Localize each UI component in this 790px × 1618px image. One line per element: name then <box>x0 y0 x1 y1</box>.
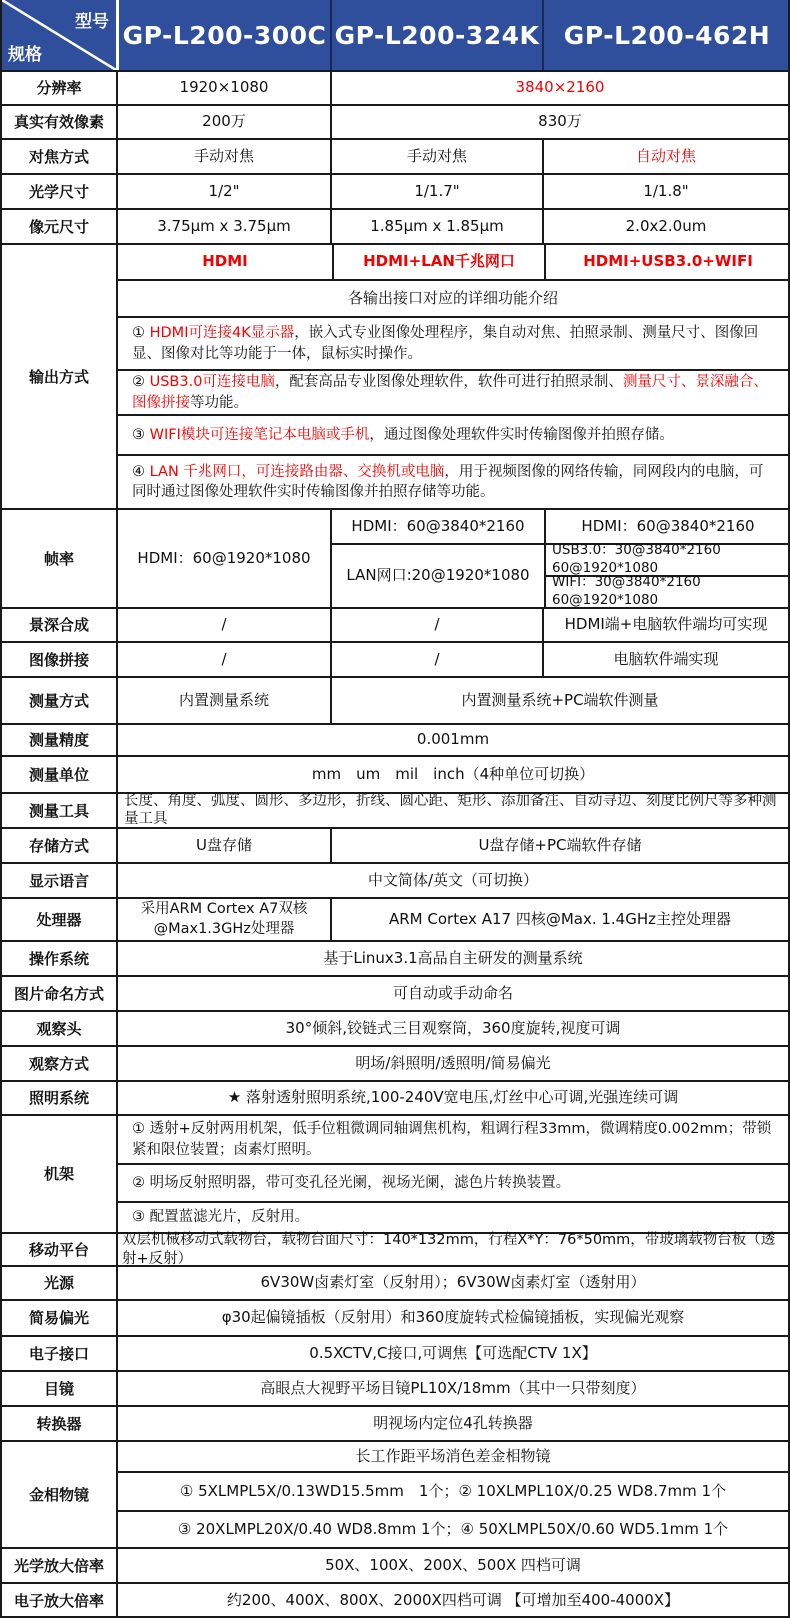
cell-interface-1: HDMI <box>202 252 248 271</box>
item-rest: ，用于视频图像的网络传输，同网段内的电脑，可同时通过图像处理软件实时传输图像并拍照存储等功能。 <box>132 463 764 500</box>
cell-value: 0.001mm <box>116 725 788 755</box>
item-highlight: USB3.0可连接电脑 <box>149 374 275 391</box>
row-effective-pixels <box>2 104 788 138</box>
row-processor <box>2 897 788 940</box>
output-item-3 <box>118 414 788 454</box>
framerate-top-row <box>332 510 788 543</box>
framerate-right-stack <box>544 542 790 608</box>
cell-value: 3.75μm x 3.75μm <box>116 210 330 243</box>
cell-value: φ30起偏镜插板（反射用）和360度旋转式检偏镜插板，实现偏光观察 <box>116 1301 788 1335</box>
cell-value: HDMI端+电脑软件端均可实现 <box>542 609 788 641</box>
row-simple-polarizer <box>2 1299 788 1335</box>
cell-value: 高眼点大视野平场目镜PL10X/18mm（其中一只带刻度） <box>116 1372 788 1405</box>
cell-value: 基于Linux3.1高品自主研发的测量系统 <box>116 942 788 975</box>
output-item-text <box>124 423 782 447</box>
output-item-text <box>124 460 782 505</box>
item-rest: 等功能。 <box>190 394 248 411</box>
stand-item-text: ② 明场反射照明器，带可变孔径光阑，视场光阑，滤色片转换装置。 <box>132 1174 571 1191</box>
cell-value: mm um mil inch（4种单位可切换） <box>116 757 788 792</box>
cell-value: 6V30W卤素灯室（反射用）；6V30W卤素灯室（透射用） <box>116 1267 788 1299</box>
row-label: 分辨率 <box>36 79 82 97</box>
row-nosepiece <box>2 1405 788 1440</box>
row-label: 光源 <box>43 1274 74 1292</box>
cell-value: 200万 <box>116 106 330 138</box>
objectives-line-2 <box>118 1510 788 1547</box>
cell-value: 0.5XCTV,C接口,可调焦【可选配CTV 1X】 <box>116 1337 788 1370</box>
cell-framerate-hdmi-300c: HDMI：60@1920*1080 <box>116 510 330 607</box>
row-label: 测量工具 <box>28 801 89 820</box>
row-label: 操作系统 <box>28 949 89 968</box>
row-measure-tools <box>2 792 788 827</box>
row-label: 图像拼接 <box>28 650 89 669</box>
row-label: 光学放大倍率 <box>13 1556 104 1575</box>
cell-value: 中文简体/英文（可切换） <box>116 864 788 897</box>
row-observation-head <box>2 1010 788 1045</box>
cell-value: 电脑软件端实现 <box>542 643 788 676</box>
row-label: 照明系统 <box>28 1089 89 1107</box>
stand-item-1 <box>118 1116 788 1163</box>
row-label: 测量精度 <box>28 731 89 749</box>
item-number: ④ <box>132 463 150 480</box>
row-stand <box>2 1114 788 1232</box>
framerate-bottom-row <box>332 543 788 607</box>
cell-framerate-wifi: WIFI：30@3840*2160 60@1920*1080 <box>552 574 715 608</box>
row-display-language <box>2 862 788 897</box>
cell-value: ★ 落射透射照明系统,100-240V宽电压,灯丝中心可调,光强连续可调 <box>116 1082 788 1114</box>
cell-framerate-lan: LAN网口:20@1920*1080 <box>346 566 530 585</box>
row-label: 帧率 <box>43 549 74 568</box>
row-label: 目镜 <box>43 1379 74 1398</box>
model-name-1: GP-L200-300C <box>116 0 330 70</box>
processor-two-line <box>141 900 308 939</box>
item-number: ③ <box>132 426 150 443</box>
cell-value: U盘存储+PC端软件存储 <box>330 829 788 862</box>
row-label: 电子接口 <box>28 1344 89 1363</box>
processor-line-1: 采用ARM Cortex A7双核 <box>140 900 308 917</box>
row-label: 像元尺寸 <box>28 217 89 236</box>
table-header <box>2 0 788 70</box>
cell-value: 约200、400X、800X、2000X四档可调 【可增加至400-4000X】 <box>116 1584 788 1618</box>
row-label: 测量单位 <box>28 765 89 784</box>
output-item-1 <box>118 316 788 369</box>
objectives-stack <box>116 1442 788 1547</box>
item-rest: ，通过图像处理软件实时传输图像并拍照存储。 <box>369 426 674 443</box>
row-digital-magnification <box>2 1582 788 1618</box>
cell-value: U盘存储 <box>116 829 330 862</box>
row-label: 景深合成 <box>28 616 89 634</box>
cell-value: 明场/斜照明/透照明/简易偏光 <box>116 1047 788 1080</box>
output-item-text <box>124 370 782 415</box>
cell-objectives-1-2: ① 5XLMPL5X/0.13WD15.5mm 1个；② 10XLMPL10X/0.25 WD8.7mm 1个 <box>179 1481 727 1500</box>
cell-value: 830万 <box>330 106 788 138</box>
item-highlight: HDMI可连接4K显示器 <box>149 325 295 342</box>
output-intro-row <box>118 279 788 316</box>
row-eyepiece <box>2 1370 788 1405</box>
model-name-3: GP-L200-462H <box>542 0 790 70</box>
row-metallurgical-objectives <box>2 1440 788 1547</box>
cell-value: 内置测量系统 <box>116 678 330 723</box>
item-highlight: WIFI模块可连接笔记本电脑或手机 <box>149 426 370 443</box>
row-light-source <box>2 1265 788 1299</box>
row-frame-rate <box>2 508 788 607</box>
output-item-2 <box>118 369 788 414</box>
cell-framerate-hdmi-462h: HDMI：60@3840*2160 <box>544 510 790 543</box>
row-label: 显示语言 <box>28 871 89 890</box>
item-highlight-2: 测量尺寸、景深融合、图像拼接 <box>132 374 768 411</box>
row-label: 简易偏光 <box>28 1309 89 1327</box>
cell-objectives-3-4: ③ 20XLMPL20X/0.40 WD8.8mm 1个；④ 50XLMPL50X/0.60 WD5.1mm 1个 <box>177 1519 729 1538</box>
objectives-line-1 <box>118 1471 788 1509</box>
row-optical-size <box>2 173 788 208</box>
output-item-4 <box>118 454 788 508</box>
row-label: 观察方式 <box>28 1054 89 1073</box>
row-label: 测量方式 <box>28 691 89 710</box>
cell-value-highlight: 自动对焦 <box>542 140 788 173</box>
processor-line-2: @Max1.3GHz处理器 <box>153 920 295 937</box>
cell-objectives-title: 长工作距平场消色差金相物镜 <box>355 1446 551 1465</box>
output-mode-stack <box>116 245 788 508</box>
stand-item-text: ① 透射+反射两用机架，低手位粗微调同轴调焦机构，粗调行程33mm，微调精度0.002mm；带锁紧和限位装置；卤素灯照明。 <box>132 1121 772 1158</box>
cell-value: 30°倾斜,铰链式三目观察筒，360度旋转,视度可调 <box>116 1012 788 1045</box>
row-pixel-size <box>2 208 788 243</box>
cell-value-highlight: 3840×2160 <box>330 72 788 104</box>
cell-value: 1.85μm x 1.85μm <box>330 210 542 243</box>
row-label: 真实有效像素 <box>13 113 104 131</box>
row-output-mode <box>2 243 788 508</box>
row-measure-unit <box>2 755 788 792</box>
row-label: 金相物镜 <box>28 1485 89 1504</box>
cell-value: 内置测量系统+PC端软件测量 <box>330 678 788 723</box>
cell-value: 1/1.8" <box>542 175 788 208</box>
item-highlight: LAN 千兆网口，可连接路由器、交换机或电脑 <box>149 463 445 480</box>
row-label: 对焦方式 <box>28 147 89 166</box>
item-rest: ，嵌入式专业图像处理程序，集自动对焦、拍照录制、测量尺寸、图像回显、图像对比等功能于一体，鼠标实时操作。 <box>132 325 759 362</box>
item-number: ② <box>132 374 150 391</box>
cell-value: / <box>330 609 542 641</box>
row-image-naming <box>2 975 788 1010</box>
cell-value: / <box>116 609 330 641</box>
row-resolution <box>2 70 788 104</box>
cell-value: 可自动或手动命名 <box>116 977 788 1010</box>
stand-stack <box>116 1116 788 1232</box>
row-label: 处理器 <box>36 910 82 929</box>
framerate-usb-row <box>546 542 790 576</box>
cell-framerate-usb: USB3.0：30@3840*2160 60@1920*1080 <box>552 542 735 576</box>
cell-value: / <box>116 643 330 676</box>
row-image-stitching <box>2 641 788 676</box>
framerate-stack <box>330 510 788 607</box>
cell-value: 手动对焦 <box>116 140 330 173</box>
row-label: 移动平台 <box>28 1240 89 1259</box>
row-label: 转换器 <box>36 1414 82 1433</box>
row-observation-mode <box>2 1045 788 1080</box>
row-electronic-interface <box>2 1335 788 1370</box>
stand-item-2 <box>118 1163 788 1200</box>
corner-label-model: 型号 <box>75 12 109 32</box>
cell-value: 1920×1080 <box>116 72 330 104</box>
cell-interface-2: HDMI+LAN千兆网口 <box>332 245 544 279</box>
cell-value: 长度、角度、弧度、圆形、多边形，折线、圆心距、矩形、添加备注、自动寻边、刻度比例尺等多种测量工具 <box>116 794 788 827</box>
stand-item-text: ③ 配置蓝滤光片，反射用。 <box>132 1209 310 1226</box>
item-mid: ，配套高品专业图像处理软件，软件可进行拍照录制、 <box>274 374 623 391</box>
cell-intro: 各输出接口对应的详细功能介绍 <box>347 288 558 307</box>
row-label: 光学尺寸 <box>28 182 89 201</box>
row-measure-method <box>2 676 788 723</box>
cell-processor-300c <box>116 899 330 940</box>
model-name-2: GP-L200-324K <box>330 0 542 70</box>
row-operating-system <box>2 940 788 975</box>
cell-interface-3: HDMI+USB3.0+WIFI <box>544 245 790 279</box>
row-label: 机架 <box>43 1165 74 1183</box>
item-number: ① <box>132 325 150 342</box>
cell-value: 1/1.7" <box>330 175 542 208</box>
row-label: 电子放大倍率 <box>13 1592 104 1610</box>
row-depth-fusion <box>2 607 788 641</box>
cell-value: 2.0x2.0um <box>542 210 788 243</box>
cell-processor-others: ARM Cortex A17 四核@Max. 1.4GHz主控处理器 <box>330 899 788 940</box>
framerate-wifi-row <box>546 575 790 607</box>
row-label: 图片命名方式 <box>13 984 104 1003</box>
cell-value: / <box>330 643 542 676</box>
corner-label-spec: 规格 <box>8 45 42 65</box>
cell-value: 手动对焦 <box>330 140 542 173</box>
row-focus-mode <box>2 138 788 173</box>
row-moving-stage <box>2 1232 788 1265</box>
row-label: 观察头 <box>36 1019 82 1038</box>
output-interfaces-row <box>118 245 788 279</box>
row-measure-precision <box>2 723 788 755</box>
stand-item-3 <box>118 1201 788 1232</box>
row-storage <box>2 827 788 862</box>
cell-framerate-hdmi-324k: HDMI：60@3840*2160 <box>351 516 525 535</box>
output-item-text <box>124 321 782 366</box>
row-label: 存储方式 <box>28 836 89 855</box>
row-illumination-system <box>2 1080 788 1114</box>
cell-value: 50X、100X、200X、500X 四档可调 <box>116 1549 788 1582</box>
cell-value: 1/2" <box>116 175 330 208</box>
row-optical-magnification <box>2 1547 788 1582</box>
cell-value: 双层机械移动式载物台，载物台面尺寸：140*132mm，行程X*Y：76*50mm，带玻璃载物台板（透射+反射） <box>116 1234 788 1265</box>
row-label: 输出方式 <box>28 367 89 386</box>
header-corner-cell <box>2 0 116 70</box>
objectives-title-row <box>118 1442 788 1471</box>
cell-value: 明视场内定位4孔转换器 <box>116 1407 788 1440</box>
